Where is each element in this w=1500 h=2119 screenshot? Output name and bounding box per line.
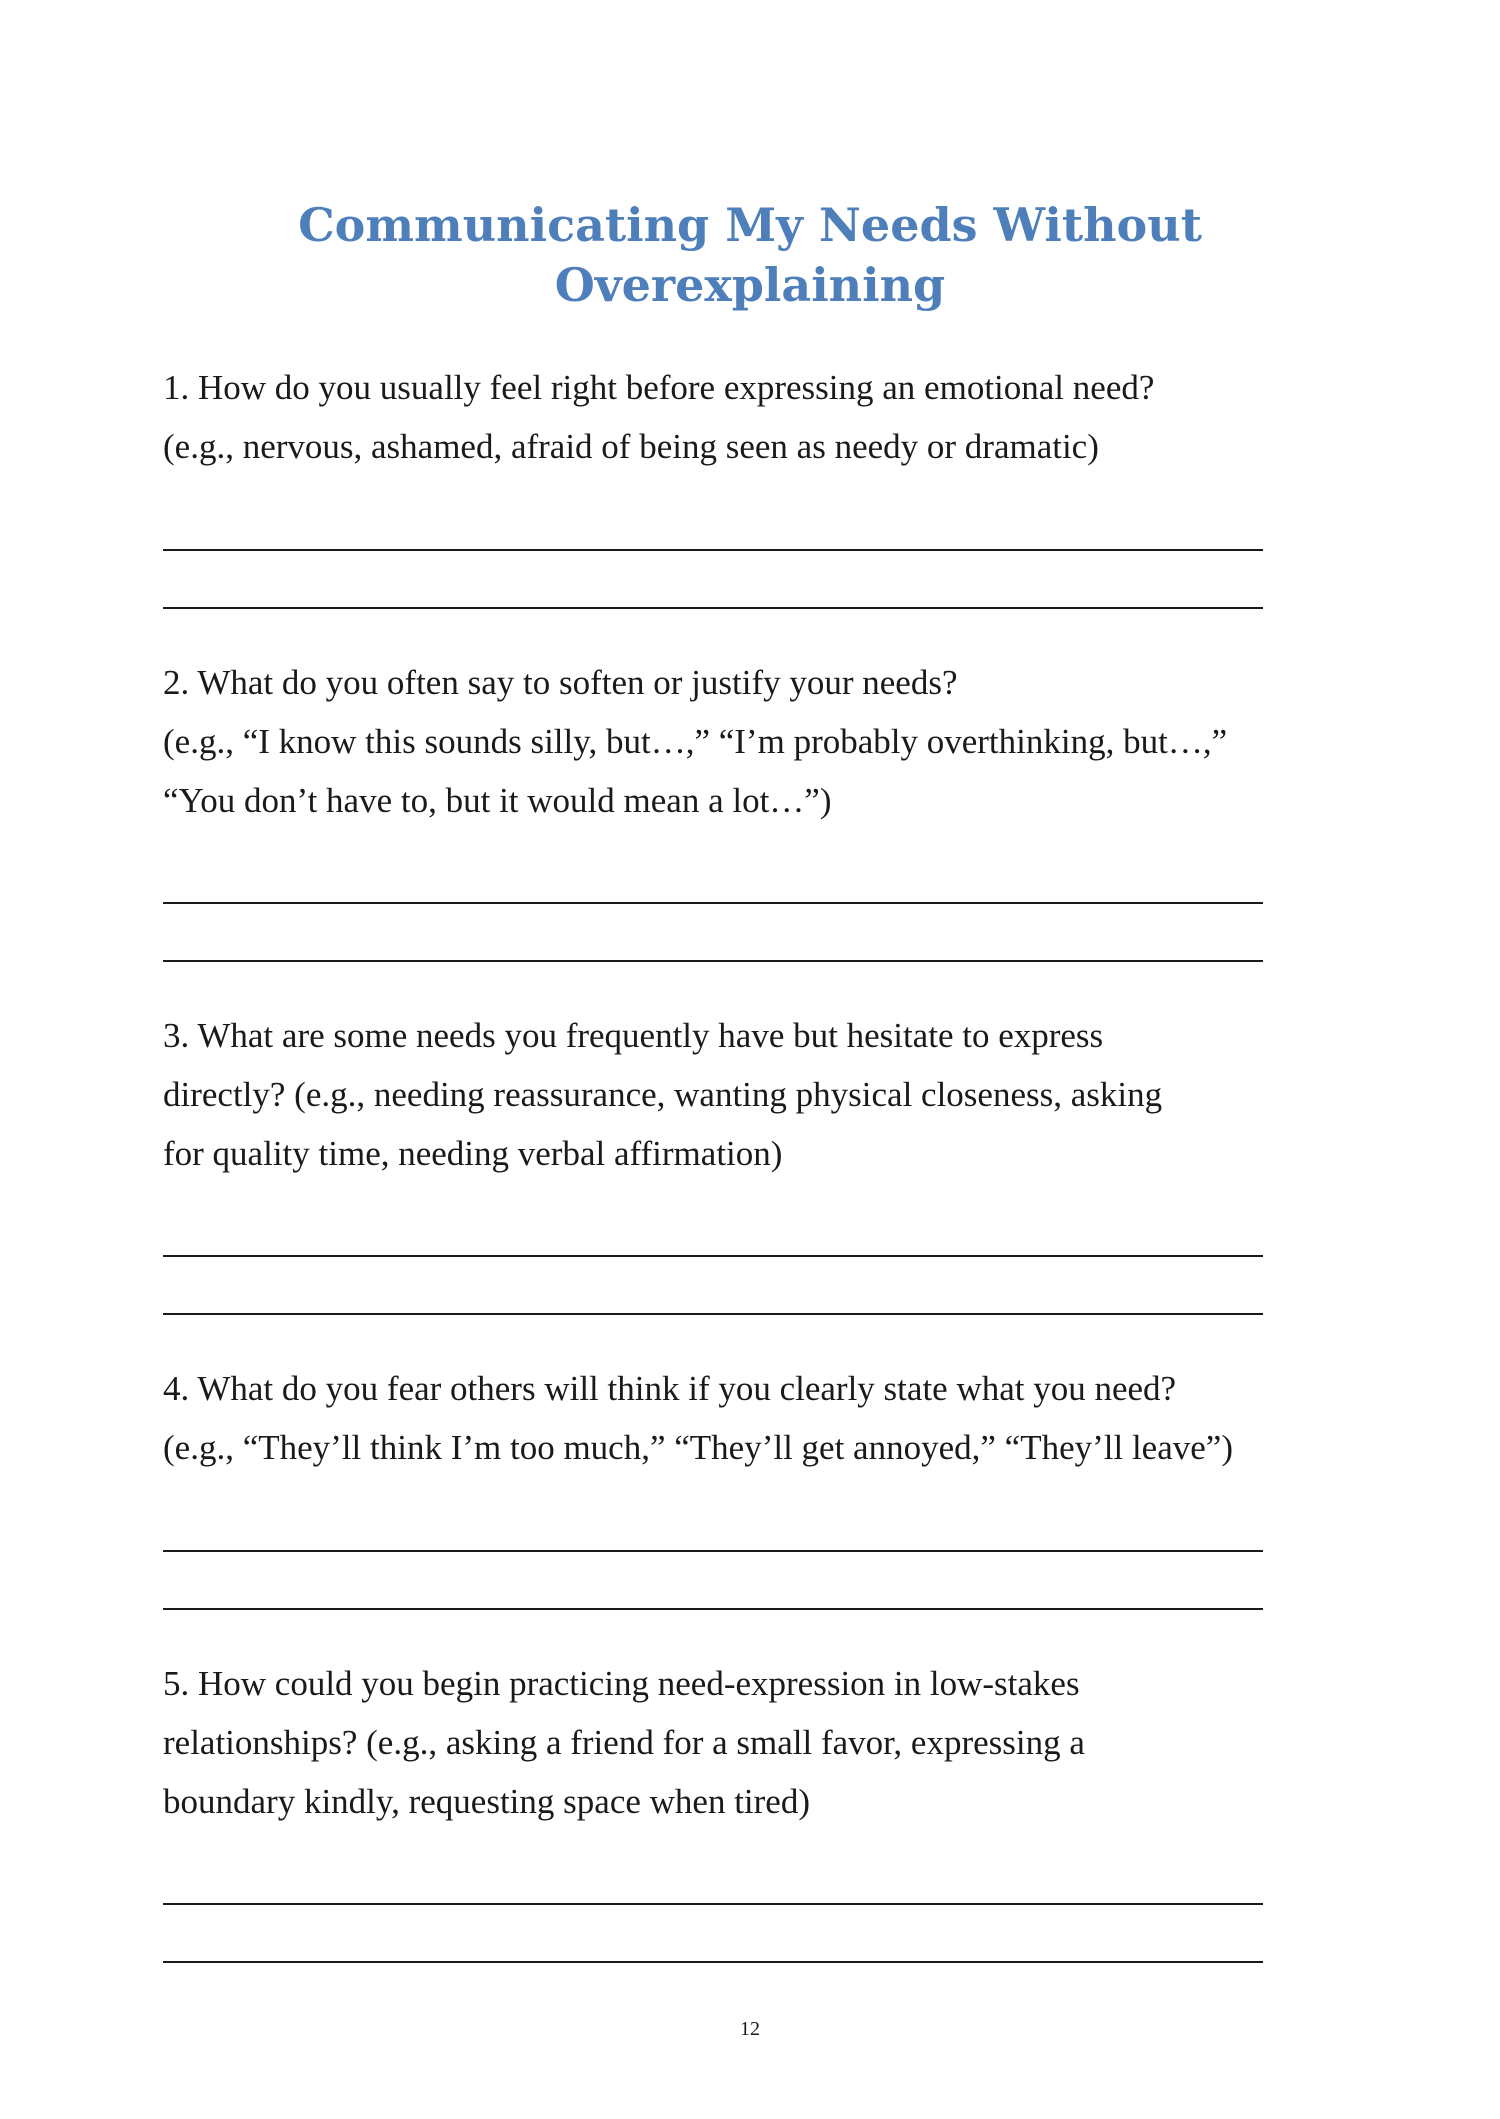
page-number: 12	[740, 2018, 760, 2040]
question-3-line-2: directly? (e.g., needing reassurance, wanting physical closeness, asking	[163, 1075, 1163, 1114]
question-3-line-3: for quality time, needing verbal affirmation)	[163, 1134, 783, 1173]
question-2-line-2: (e.g., “I know this sounds silly, but…,” “I’m probably overthinking, but…,”	[163, 722, 1228, 761]
question-2-line-3: “You don’t have to, but it would mean a lot…”)	[163, 781, 832, 820]
answer-line-3a[interactable]	[163, 1255, 1263, 1257]
title-line-2: Overexplaining	[554, 258, 946, 312]
answer-line-2a[interactable]	[163, 902, 1263, 904]
question-5-line-3: boundary kindly, requesting space when tired)	[163, 1782, 810, 1821]
answer-line-5a[interactable]	[163, 1903, 1263, 1905]
question-3-line-1: 3. What are some needs you frequently have but hesitate to express	[163, 1016, 1104, 1055]
answer-line-3b[interactable]	[163, 1313, 1263, 1315]
question-1-line-1: 1. How do you usually feel right before expressing an emotional need?	[163, 368, 1155, 407]
answer-line-2b[interactable]	[163, 960, 1263, 962]
answer-line-5b[interactable]	[163, 1961, 1263, 1963]
title-line-1: Communicating My Needs Without	[298, 198, 1202, 252]
question-5	[163, 1654, 1283, 1831]
page-title	[250, 195, 1250, 315]
question-2-line-1: 2. What do you often say to soften or justify your needs?	[163, 663, 958, 702]
answer-line-4a[interactable]	[163, 1550, 1263, 1552]
question-5-line-2: relationships? (e.g., asking a friend for a small favor, expressing a	[163, 1723, 1085, 1762]
question-4-line-1: 4. What do you fear others will think if you clearly state what you need?	[163, 1369, 1177, 1408]
question-5-line-1: 5. How could you begin practicing need-expression in low-stakes	[163, 1664, 1080, 1703]
question-1-line-2: (e.g., nervous, ashamed, afraid of being seen as needy or dramatic)	[163, 427, 1099, 466]
answer-line-1a[interactable]	[163, 549, 1263, 551]
question-3	[163, 1006, 1283, 1183]
question-4	[163, 1359, 1283, 1477]
answer-line-4b[interactable]	[163, 1608, 1263, 1610]
question-4-line-2: (e.g., “They’ll think I’m too much,” “They’ll get annoyed,” “They’ll leave”)	[163, 1428, 1233, 1467]
question-1	[163, 358, 1283, 476]
answer-line-1b[interactable]	[163, 607, 1263, 609]
question-2	[163, 653, 1283, 830]
